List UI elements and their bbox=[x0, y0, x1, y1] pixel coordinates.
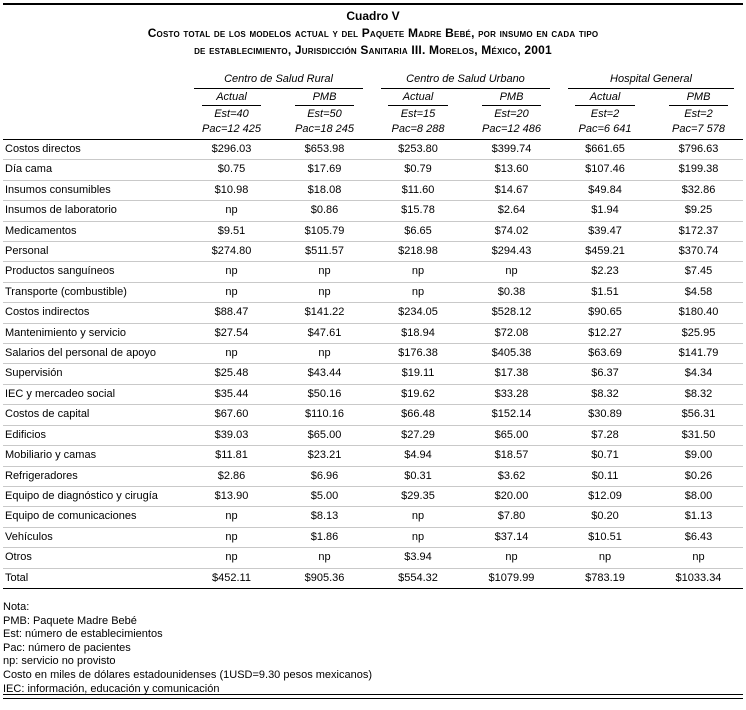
cell-value: $528.12 bbox=[491, 306, 532, 319]
cell-value: $13.90 bbox=[214, 489, 249, 502]
cell-value: $1079.99 bbox=[488, 571, 535, 584]
cell-value: $141.22 bbox=[304, 306, 345, 319]
cell-value: $8.32 bbox=[684, 387, 713, 400]
group-underline bbox=[568, 73, 734, 89]
cell-value: $67.60 bbox=[214, 408, 249, 421]
cell-value: np bbox=[692, 551, 705, 564]
pac-header: Pac=8 288 bbox=[391, 123, 445, 135]
group-underline bbox=[194, 73, 363, 89]
header-spacer bbox=[3, 89, 185, 106]
cell-value: np bbox=[225, 530, 238, 543]
header-spacer bbox=[3, 73, 185, 89]
cell-value: $72.08 bbox=[494, 326, 529, 339]
cell-value: np bbox=[411, 265, 425, 278]
table-row bbox=[3, 242, 743, 262]
row-label: Personal bbox=[5, 245, 49, 258]
cell-value: $0.86 bbox=[310, 204, 339, 217]
cell-value: $7.45 bbox=[684, 265, 713, 278]
cell-value: $17.69 bbox=[307, 163, 342, 176]
cell-value: np bbox=[318, 285, 331, 298]
cell-value: $8.13 bbox=[310, 510, 339, 523]
cell-value: $5.00 bbox=[310, 489, 339, 502]
subtitle-line-1: Costo total de los modelos actual y del Paquete Madre Bebé, por insumo en cada tipo bbox=[147, 26, 599, 40]
row-label: Costos indirectos bbox=[5, 306, 90, 319]
cell-value: $1.13 bbox=[684, 510, 713, 523]
cell-value: np bbox=[225, 551, 238, 564]
cell-value: $783.19 bbox=[585, 571, 625, 584]
cell-value: $107.46 bbox=[585, 163, 625, 176]
row-label: Transporte (combustible) bbox=[5, 285, 127, 298]
table-row bbox=[3, 426, 743, 446]
table-row bbox=[3, 140, 743, 160]
cell-value: $32.86 bbox=[681, 183, 716, 196]
cell-value: $296.03 bbox=[211, 143, 252, 155]
cell-value: $10.98 bbox=[214, 183, 249, 196]
cell-value: $13.60 bbox=[494, 163, 529, 176]
cell-value: $56.31 bbox=[681, 408, 716, 421]
cell-value: $554.32 bbox=[398, 571, 438, 584]
cell-value: $459.21 bbox=[585, 245, 625, 258]
row-label: Costos directos bbox=[5, 143, 81, 155]
row-label: Edificios bbox=[5, 428, 46, 441]
cell-value: $29.35 bbox=[401, 489, 435, 502]
cell-value: np bbox=[225, 347, 238, 360]
cell-value: $218.98 bbox=[398, 245, 438, 258]
cell-value: $25.95 bbox=[681, 326, 716, 339]
cell-value: $23.21 bbox=[307, 449, 342, 462]
pac-header: Pac=12 425 bbox=[201, 123, 262, 135]
cell-value: $0.20 bbox=[591, 510, 619, 523]
cell-value: $19.62 bbox=[401, 387, 435, 400]
cell-value: $1.86 bbox=[310, 530, 339, 543]
cell-value: $0.26 bbox=[684, 469, 713, 482]
cell-value: $1.94 bbox=[591, 204, 619, 217]
cell-value: $253.80 bbox=[398, 143, 438, 155]
cell-value: $905.36 bbox=[304, 571, 345, 584]
row-label: IEC y mercadeo social bbox=[5, 387, 116, 400]
cell-value: np bbox=[225, 285, 238, 298]
row-label: Supervisión bbox=[5, 367, 63, 380]
row-label: Día cama bbox=[5, 163, 53, 176]
table-row bbox=[3, 181, 743, 201]
row-label: Refrigeradores bbox=[5, 469, 78, 482]
cell-value: $6.43 bbox=[684, 530, 713, 543]
model-header: Actual bbox=[202, 91, 261, 106]
row-label: Costos de capital bbox=[5, 408, 90, 421]
cell-value: $11.60 bbox=[401, 183, 435, 196]
row-label: Vehículos bbox=[5, 530, 53, 543]
table-subtitle bbox=[3, 25, 743, 59]
table-row bbox=[3, 324, 743, 344]
cell-value: np bbox=[318, 551, 331, 564]
est-header: Est=20 bbox=[494, 108, 529, 120]
cell-value: $0.75 bbox=[217, 163, 246, 176]
table-body bbox=[3, 140, 743, 589]
cell-value: $49.84 bbox=[588, 183, 622, 196]
patients-header-row bbox=[3, 121, 743, 136]
est-header: Est=50 bbox=[307, 108, 342, 120]
model-header: Actual bbox=[388, 91, 448, 106]
cell-value: $653.98 bbox=[304, 143, 345, 155]
table-row bbox=[3, 283, 743, 303]
cell-value: $8.32 bbox=[591, 387, 619, 400]
cell-value: np bbox=[225, 510, 238, 523]
header-spacer bbox=[3, 106, 185, 121]
cell-value: np bbox=[505, 551, 518, 564]
cell-value: np bbox=[411, 510, 425, 523]
cell-value: $180.40 bbox=[678, 306, 719, 319]
header-spacer bbox=[3, 121, 185, 136]
cell-value: $7.80 bbox=[497, 510, 526, 523]
cell-value: $0.31 bbox=[404, 469, 432, 482]
table-row bbox=[3, 467, 743, 487]
cell-value: $234.05 bbox=[398, 306, 438, 319]
cell-value: $37.14 bbox=[494, 530, 529, 543]
cell-value: $4.34 bbox=[684, 367, 713, 380]
est-header: Est=15 bbox=[400, 108, 436, 120]
cell-value: $27.29 bbox=[401, 428, 435, 441]
table-row bbox=[3, 222, 743, 242]
pac-header: Pac=6 641 bbox=[578, 123, 632, 135]
cell-value: $6.37 bbox=[591, 367, 619, 380]
cell-value: $4.94 bbox=[404, 449, 432, 462]
cell-value: $1.51 bbox=[591, 285, 619, 298]
cell-value: $74.02 bbox=[494, 224, 529, 237]
model-header: PMB bbox=[482, 91, 541, 106]
model-header: Actual bbox=[575, 91, 635, 106]
cell-value: $399.74 bbox=[491, 143, 532, 155]
cell-value: $12.27 bbox=[588, 326, 622, 339]
cell-value: $274.80 bbox=[211, 245, 252, 258]
row-label: Mantenimiento y servicio bbox=[5, 326, 127, 339]
group-label: Centro de Salud Urbano bbox=[406, 73, 525, 85]
cell-value: $65.00 bbox=[494, 428, 529, 441]
cell-value: $65.00 bbox=[307, 428, 342, 441]
table-row bbox=[3, 201, 743, 221]
table-row bbox=[3, 446, 743, 466]
note-line: Est: número de establecimientos bbox=[3, 628, 163, 641]
cell-value: $661.65 bbox=[585, 143, 625, 155]
cell-value: $199.38 bbox=[678, 163, 719, 176]
cell-value: $33.28 bbox=[494, 387, 529, 400]
cell-value: $4.58 bbox=[684, 285, 713, 298]
cell-value: $88.47 bbox=[214, 306, 249, 319]
note-line: Costo en miles de dólares estadounidenses (1USD=9.30 pesos mexicanos) bbox=[3, 668, 373, 681]
cell-value: $66.48 bbox=[401, 408, 435, 421]
table-row bbox=[3, 385, 743, 405]
cell-value: $15.78 bbox=[401, 204, 435, 217]
paper-table-page bbox=[0, 3, 746, 710]
cell-value: $14.67 bbox=[494, 183, 529, 196]
table-row bbox=[3, 548, 743, 568]
cell-value: $3.94 bbox=[404, 551, 432, 564]
cell-value: np bbox=[505, 265, 518, 278]
cell-value: $2.23 bbox=[591, 265, 619, 278]
table-row bbox=[3, 262, 743, 282]
cell-value: np bbox=[318, 347, 331, 360]
group-underline bbox=[381, 73, 550, 89]
est-header: Est=2 bbox=[590, 108, 620, 120]
cell-value: $31.50 bbox=[681, 428, 716, 441]
establishments-header-row bbox=[3, 106, 743, 121]
cell-value: $105.79 bbox=[304, 224, 345, 237]
cell-value: $1033.34 bbox=[675, 571, 722, 584]
table-header bbox=[3, 73, 743, 140]
cell-value: $0.38 bbox=[497, 285, 526, 298]
cell-value: np bbox=[598, 551, 612, 564]
cell-value: $27.54 bbox=[214, 326, 249, 339]
table-row bbox=[3, 303, 743, 323]
cell-value: np bbox=[225, 204, 238, 217]
cell-value: $18.08 bbox=[307, 183, 342, 196]
cell-value: $90.65 bbox=[588, 306, 622, 319]
cell-value: $6.65 bbox=[404, 224, 432, 237]
cell-value: $796.63 bbox=[678, 143, 719, 155]
cell-value: $47.61 bbox=[307, 326, 342, 339]
top-rule bbox=[3, 3, 743, 5]
notes-section bbox=[3, 601, 743, 696]
cell-value: $35.44 bbox=[214, 387, 249, 400]
model-header: PMB bbox=[669, 91, 728, 106]
cell-value: $63.69 bbox=[588, 347, 622, 360]
cell-value: $0.11 bbox=[591, 469, 619, 482]
table-row bbox=[3, 528, 743, 548]
cell-value: $6.96 bbox=[310, 469, 339, 482]
group-label: Centro de Salud Rural bbox=[224, 73, 333, 85]
cell-value: $39.03 bbox=[214, 428, 249, 441]
cell-value: $10.51 bbox=[588, 530, 622, 543]
row-label: Salarios del personal de apoyo bbox=[5, 347, 157, 360]
row-label: Productos sanguíneos bbox=[5, 265, 115, 278]
cell-value: np bbox=[411, 530, 425, 543]
note-line: IEC: información, educación y comunicación bbox=[3, 682, 220, 695]
cell-value: $370.74 bbox=[678, 245, 719, 258]
pac-header: Pac=7 578 bbox=[672, 123, 725, 135]
group-label: Hospital General bbox=[610, 73, 692, 85]
table-row bbox=[3, 405, 743, 425]
cell-value: np bbox=[225, 265, 238, 278]
cell-value: $9.00 bbox=[684, 449, 713, 462]
cell-value: $19.11 bbox=[401, 367, 435, 380]
cell-value: $2.64 bbox=[497, 204, 526, 217]
est-header: Est=2 bbox=[684, 108, 713, 120]
cell-value: $9.51 bbox=[217, 224, 246, 237]
row-label: Insumos consumibles bbox=[5, 183, 111, 196]
row-label: Equipo de comunicaciones bbox=[5, 510, 137, 523]
group-header-rural bbox=[185, 73, 372, 89]
subtitle-line-2: de establecimiento, Jurisdicción Sanitaria III. Morelos, México, 2001 bbox=[194, 43, 552, 57]
table-row bbox=[3, 364, 743, 384]
cell-value: $0.71 bbox=[591, 449, 619, 462]
cell-value: $7.28 bbox=[591, 428, 619, 441]
cell-value: $12.09 bbox=[588, 489, 622, 502]
cell-value: $8.00 bbox=[684, 489, 713, 502]
cell-value: $20.00 bbox=[494, 489, 529, 502]
cell-value: $18.94 bbox=[401, 326, 435, 339]
est-header: Est=40 bbox=[214, 108, 249, 120]
group-header-urbano bbox=[372, 73, 559, 89]
row-label: Equipo de diagnóstico y cirugía bbox=[5, 489, 158, 502]
cell-value: $9.25 bbox=[684, 204, 713, 217]
cell-value: $2.86 bbox=[217, 469, 246, 482]
row-label: Otros bbox=[5, 551, 32, 564]
group-header-hospital bbox=[559, 73, 743, 89]
cell-value: $405.38 bbox=[491, 347, 532, 360]
table-row bbox=[3, 487, 743, 507]
cell-value: $11.81 bbox=[215, 449, 248, 462]
cell-value: $18.57 bbox=[494, 449, 529, 462]
cell-value: $3.62 bbox=[497, 469, 526, 482]
note-line: PMB: Paquete Madre Bebé bbox=[3, 614, 137, 627]
cell-value: $30.89 bbox=[588, 408, 622, 421]
cell-value: $50.16 bbox=[307, 387, 342, 400]
cell-value: $152.14 bbox=[491, 408, 532, 421]
note-line: Nota: bbox=[3, 600, 30, 613]
cell-value: $141.79 bbox=[678, 347, 719, 360]
cell-value: np bbox=[318, 265, 331, 278]
table-number-title: Cuadro V bbox=[346, 9, 400, 23]
note-line: np: servicio no provisto bbox=[3, 655, 116, 668]
model-header: PMB bbox=[295, 91, 354, 106]
cell-value: $110.16 bbox=[305, 408, 344, 421]
pac-header: Pac=18 245 bbox=[294, 123, 355, 135]
row-label: Medicamentos bbox=[5, 224, 77, 237]
group-header-row bbox=[3, 73, 743, 89]
cell-value: $25.48 bbox=[214, 367, 249, 380]
bottom-double-rule bbox=[3, 694, 743, 699]
row-label: Total bbox=[5, 571, 29, 584]
model-header-row bbox=[3, 89, 743, 106]
row-label: Insumos de laboratorio bbox=[5, 204, 117, 217]
cell-value: $0.79 bbox=[404, 163, 432, 176]
cell-value: np bbox=[411, 285, 425, 298]
table-row bbox=[3, 344, 743, 364]
cell-value: $511.57 bbox=[305, 245, 344, 258]
note-line: Pac: número de pacientes bbox=[3, 641, 131, 654]
cell-value: $176.38 bbox=[398, 347, 438, 360]
cell-value: $17.38 bbox=[494, 367, 529, 380]
cell-value: $452.11 bbox=[212, 571, 251, 584]
cell-value: $172.37 bbox=[678, 224, 719, 237]
cell-value: $39.47 bbox=[588, 224, 622, 237]
table-row-total bbox=[3, 569, 743, 588]
row-label: Mobiliario y camas bbox=[5, 449, 97, 462]
table-row bbox=[3, 160, 743, 180]
cell-value: $294.43 bbox=[491, 245, 532, 258]
cell-value: $43.44 bbox=[307, 367, 342, 380]
table-row bbox=[3, 507, 743, 527]
pac-header: Pac=12 486 bbox=[481, 123, 542, 135]
